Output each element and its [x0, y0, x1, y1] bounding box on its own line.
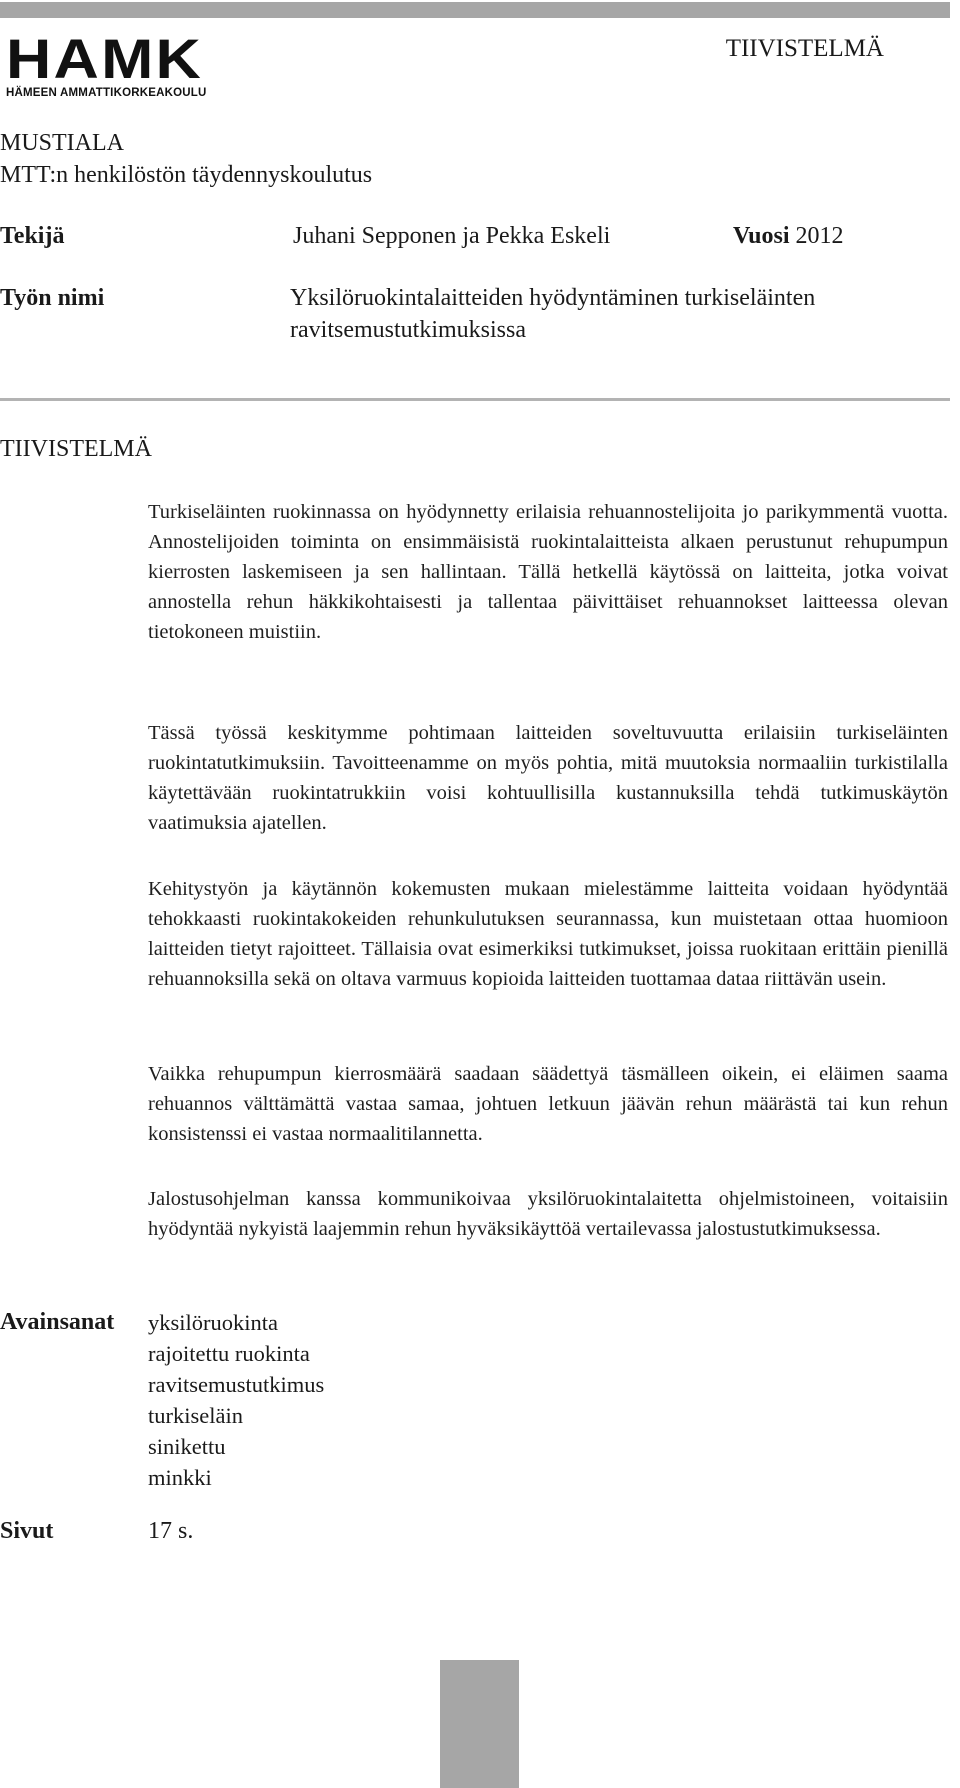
footer-block	[440, 1660, 519, 1788]
abstract-heading: TIIVISTELMÄ	[0, 436, 152, 462]
programme-name: MTT:n henkilöstön täydennyskoulutus	[0, 162, 373, 188]
hamk-logo	[6, 27, 242, 99]
campus-name: MUSTIALA	[0, 130, 124, 156]
abstract-paragraph	[148, 874, 948, 994]
keywords-label: Avainsanat	[0, 1309, 115, 1335]
abstract-paragraph	[148, 1184, 948, 1244]
author-value: Juhani Sepponen ja Pekka Eskeli	[293, 223, 611, 249]
abstract-paragraph	[148, 718, 948, 838]
keywords-list	[148, 1307, 324, 1493]
keyword-item: minkki	[148, 1465, 212, 1490]
year-field	[733, 220, 843, 252]
work-title	[290, 282, 815, 346]
keyword-item: turkiseläin	[148, 1403, 243, 1428]
pages-value: 17 s.	[148, 1518, 194, 1544]
title-label-row	[0, 282, 104, 314]
abstract-paragraph-2: Tässä työssä keskitymme pohtimaan laitteiden soveltuvuutta erilaisiin turkiseläinten ruokintatutkimuksiin. Tavoitteenamme on myös pohtia, mitä muutoksia normaaliin turkistilalla käytettävään ruokintatrukkiin voisi kohtuullisilla kustannuksilla tehdä tutkimuskäytön vaatimuksia ajatellen.	[148, 722, 948, 834]
abstract-paragraph-5: Jalostusohjelman kanssa kommunikoivaa yksilöruokintalaitetta ohjelmistoineen, voitaisiin hyödyntää nykyistä laajemmin rehun hyväksikäyttöä vertailevassa jalostustutkimuksessa.	[148, 1188, 948, 1240]
abstract-paragraph-3: Kehitystyön ja käytännön kokemusten mukaan mielestämme laitteita voidaan hyödyntää tehokkaasti ruokintakokeiden rehunkulutuksen seurannassa, kun muistetaan ottaa huomioon laitteiden tietyt rajoitteet. Tällaisia ovat esimerkiksi tutkimukset, joissa ruokitaan erittäin pienillä rehuannoksilla sekä on oltava varmuus kopioida laitteiden tuottamaa dataa riittävän usein.	[148, 878, 948, 990]
keyword-item: sinikettu	[148, 1434, 226, 1459]
section-divider	[0, 398, 950, 401]
title-label: Työn nimi	[0, 285, 105, 311]
author-label: Tekijä	[0, 223, 65, 249]
work-title-line-2: ravitsemustutkimuksissa	[290, 317, 526, 343]
pages-label: Sivut	[0, 1518, 54, 1544]
abstract-paragraph	[148, 497, 948, 647]
document-type: TIIVISTELMÄ	[725, 35, 884, 62]
abstract-paragraph-1: Turkiseläinten ruokinnassa on hyödynnetty erilaisia rehuannostelijoita jo parikymmentä vuotta. Annostelijoiden toiminta on ensimmäisistä ruokintalaitteista alkaen perustunut rehupumpun kierrosten laskemiseen ja sen hallintaan. Tällä hetkellä käytössä on laitteita, jotka voivat annostella rehun häkkikohtaisesti ja tallentaa päivittäiset rehuannokset laitteessa olevan tietokoneen muistiin.	[148, 501, 948, 643]
keyword-item: yksilöruokinta	[148, 1310, 278, 1335]
keyword-item: ravitsemustutkimus	[148, 1372, 325, 1397]
year-label: Vuosi	[733, 223, 790, 249]
unit-block	[0, 127, 372, 191]
author-row	[0, 220, 64, 252]
logo-wordmark: HAMK	[6, 27, 204, 90]
keyword-item: rajoitettu ruokinta	[148, 1341, 310, 1366]
year-value: 2012	[795, 223, 844, 249]
top-bar	[0, 2, 950, 18]
abstract-paragraph	[148, 1059, 948, 1149]
work-title-line-1: Yksilöruokintalaitteiden hyödyntäminen turkiseläinten	[290, 285, 816, 311]
logo-subtext: HÄMEEN AMMATTIKORKEAKOULU	[6, 87, 207, 99]
abstract-paragraph-4: Vaikka rehupumpun kierrosmäärä saadaan säädettyä täsmälleen oikein, ei eläimen saama rehuannos välttämättä vastaa samaa, johtuen letkuun jäävän rehun määrästä tai kun rehun konsistenssi ei vastaa normaalitilannetta.	[148, 1063, 948, 1145]
